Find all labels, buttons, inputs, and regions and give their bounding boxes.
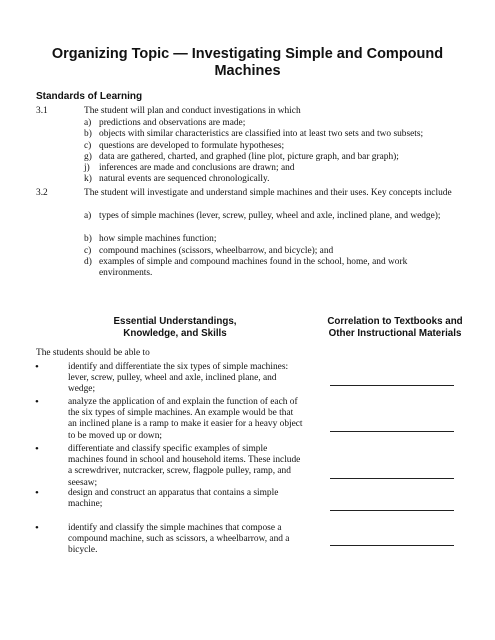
bullet-icon: • — [35, 443, 39, 455]
item-letter: a) — [84, 118, 92, 128]
item-letter: c) — [84, 141, 92, 151]
standard-text: The student will investigate and understand simple machines and their uses. Key concepts include — [84, 188, 452, 198]
column-heading-correlation — [300, 316, 490, 340]
item-text: natural events are sequenced chronologically. — [99, 174, 270, 184]
item-text: objects with similar characteristics are classified into at least two sets and two subsets; — [99, 129, 424, 139]
correlation-answer-line[interactable] — [330, 478, 454, 479]
item-letter: d) — [84, 257, 92, 267]
column-heading-line: Other Instructional Materials — [328, 328, 462, 339]
item-text: examples of simple and compound machines found in the school, home, and work environments. — [99, 257, 408, 279]
page-title-line-1: Organizing Topic — Investigating Simple and Compound — [51, 46, 444, 62]
item-text: types of simple machines (lever, screw, pulley, wheel and axle, inclined plane, and wedge); — [99, 211, 441, 221]
bullet-icon: • — [35, 396, 39, 408]
item-letter: a) — [84, 211, 92, 221]
bullet-text: design and construct an apparatus that contains a simple machine; — [68, 488, 279, 510]
item-text: predictions and observations are made; — [99, 118, 246, 128]
page-title-line-2: Machines — [214, 63, 281, 79]
item-letter: g) — [84, 152, 92, 162]
item-letter: b) — [84, 234, 92, 244]
correlation-answer-line[interactable] — [330, 510, 454, 511]
column-heading-line: Correlation to Textbooks and — [327, 316, 463, 327]
standard-number: 3.1 — [36, 106, 48, 116]
bullet-text: analyze the application of and explain the function of each of the six types of simple machines. An example would be that an inclined plane is a ramp to make it easier for a heavy object to be moved up or down; — [68, 397, 303, 441]
item-letter: b) — [84, 129, 92, 139]
bullet-text: identify and differentiate the six types of simple machines: lever, screw, pulley, wheel and axle, inclined plane, and wedge; — [68, 362, 289, 395]
bullet-icon: • — [35, 361, 39, 373]
column-heading-line: Knowledge, and Skills — [123, 328, 227, 339]
item-text: data are gathered, charted, and graphed (line plot, picture graph, and bar graph); — [99, 152, 399, 162]
item-text: questions are developed to formulate hypotheses; — [99, 141, 285, 151]
bullet-text: differentiate and classify specific examples of simple machines found in school and household items. These include a screwdriver, nutcracker, screw, flagpole pulley, ramp, and seesaw; — [68, 444, 301, 488]
page-title — [0, 46, 495, 80]
bullet-icon: • — [35, 487, 39, 499]
standard-text: The student will plan and conduct investigations in which — [84, 106, 301, 116]
correlation-answer-line[interactable] — [330, 431, 454, 432]
item-letter: k) — [84, 174, 92, 184]
column-heading-understandings — [60, 316, 290, 340]
bullet-text: identify and classify the simple machines that compose a compound machine, such as scissors, a wheelbarrow, and a bicycle. — [68, 523, 290, 556]
bullet-icon: • — [35, 522, 39, 534]
intro-text: The students should be able to — [36, 348, 150, 358]
item-text: inferences are made and conclusions are drawn; and — [99, 163, 295, 173]
item-text: how simple machines function; — [99, 234, 217, 244]
correlation-answer-line[interactable] — [330, 545, 454, 546]
item-text: compound machines (scissors, wheelbarrow, and bicycle); and — [99, 246, 334, 256]
item-letter: c) — [84, 246, 92, 256]
correlation-answer-line[interactable] — [330, 385, 454, 386]
standards-heading: Standards of Learning — [36, 91, 143, 102]
column-heading-line: Essential Understandings, — [113, 316, 237, 327]
standard-number: 3.2 — [36, 188, 48, 198]
item-letter: j) — [84, 163, 90, 173]
